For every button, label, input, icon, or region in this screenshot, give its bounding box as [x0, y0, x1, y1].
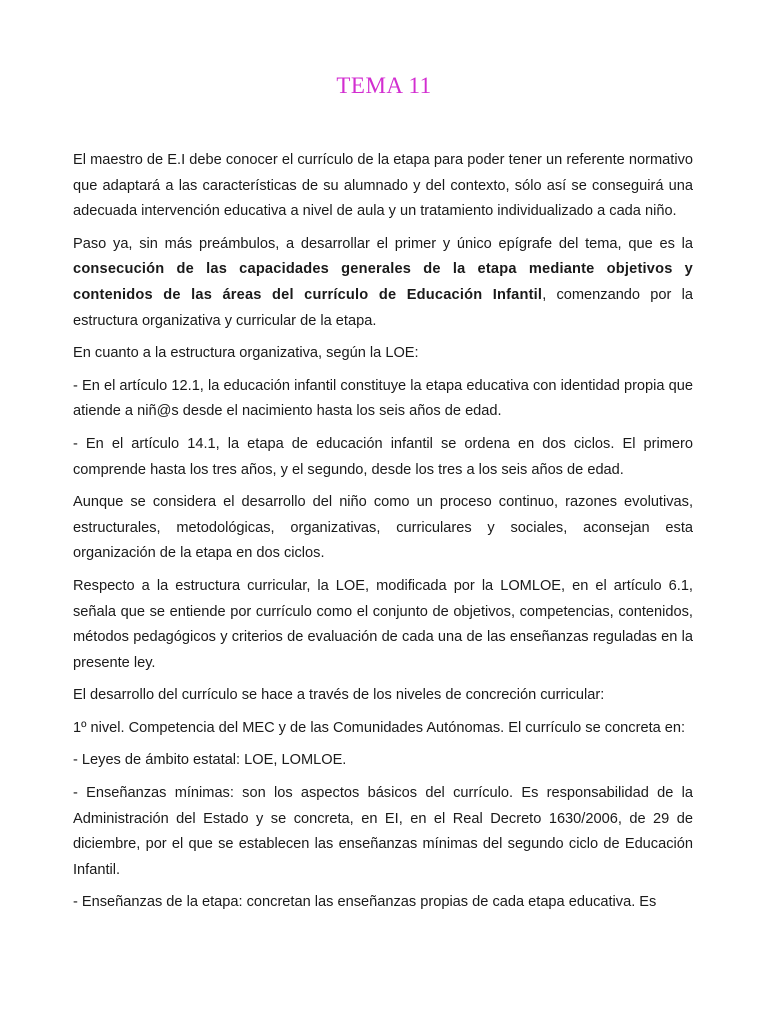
- paragraph-niveles: El desarrollo del currículo se hace a través de los niveles de concreción curricular:: [73, 687, 605, 704]
- paragraph-leyes: - Leyes de ámbito estatal: LOE, LOMLOE.: [73, 752, 347, 769]
- paragraph-epigraph: [73, 232, 693, 334]
- paragraph-articulo-12: - En el artículo 12.1, la educación infantil constituye la etapa educativa con identidad propia que atiende a niñ@s desde el nacimiento hasta los seis años de edad.: [73, 377, 693, 420]
- paragraph-intro: El maestro de E.I debe conocer el currículo de la etapa para poder tener un referente normativo que adaptará a las características de su alumnado y del contexto, sólo así se conseguirá una adecuada intervención educativa a nivel de aula y un tratamiento individualizado a cada niño.: [73, 152, 693, 220]
- document-body: [73, 148, 693, 923]
- paragraph-ciclos: Aunque se considera el desarrollo del niño como un proceso continuo, razones evolutivas, estructurales, metodológicas, organizativas, curriculares y sociales, aconsejan esta organización de la etapa en dos ciclos.: [73, 494, 693, 562]
- paragraph-primer-nivel: 1º nivel. Competencia del MEC y de las Comunidades Autónomas. El currículo se concreta en:: [73, 719, 686, 736]
- paragraph-epigraph-tail: , comenzando por la estructura organizativa y curricular de la etapa.: [73, 286, 693, 329]
- paragraph-organizativa: En cuanto a la estructura organizativa, según la LOE:: [73, 345, 419, 362]
- paragraph-epigraph-bold: consecución de las capacidades generales de la etapa mediante objetivos y contenidos de las áreas del currículo de Educación Infantil: [73, 261, 693, 303]
- paragraph-epigraph-lead: Paso ya, sin más preámbulos, a desarrollar el primer y único epígrafe del tema, que es la: [73, 235, 693, 252]
- paragraph-ensenanzas-minimas: - Enseñanzas mínimas: son los aspectos básicos del currículo. Es responsabilidad de la Administración del Estado y se concreta, en EI, en el Real Decreto 1630/2006, de 29 de diciembre, por el que se establecen las enseñanzas mínimas del segundo ciclo de Educación Infantil.: [73, 785, 693, 878]
- paragraph-articulo-14: - En el artículo 14.1, la etapa de educación infantil se ordena en dos ciclos. El primero comprende hasta los tres años, y el segundo, desde los tres a los seis años de edad.: [73, 435, 693, 478]
- paragraph-curricular: Respecto a la estructura curricular, la LOE, modificada por la LOMLOE, en el artículo 6.1, señala que se entiende por currículo como el conjunto de objetivos, competencias, contenidos, métodos pedagógicos y criterios de evaluación de cada una de las enseñanzas reguladas en la presente ley.: [73, 577, 693, 671]
- document-title: TEMA 11: [336, 73, 432, 98]
- paragraph-ensenanzas-etapa: - Enseñanzas de la etapa: concretan las enseñanzas propias de cada etapa educativa. Es: [73, 894, 657, 911]
